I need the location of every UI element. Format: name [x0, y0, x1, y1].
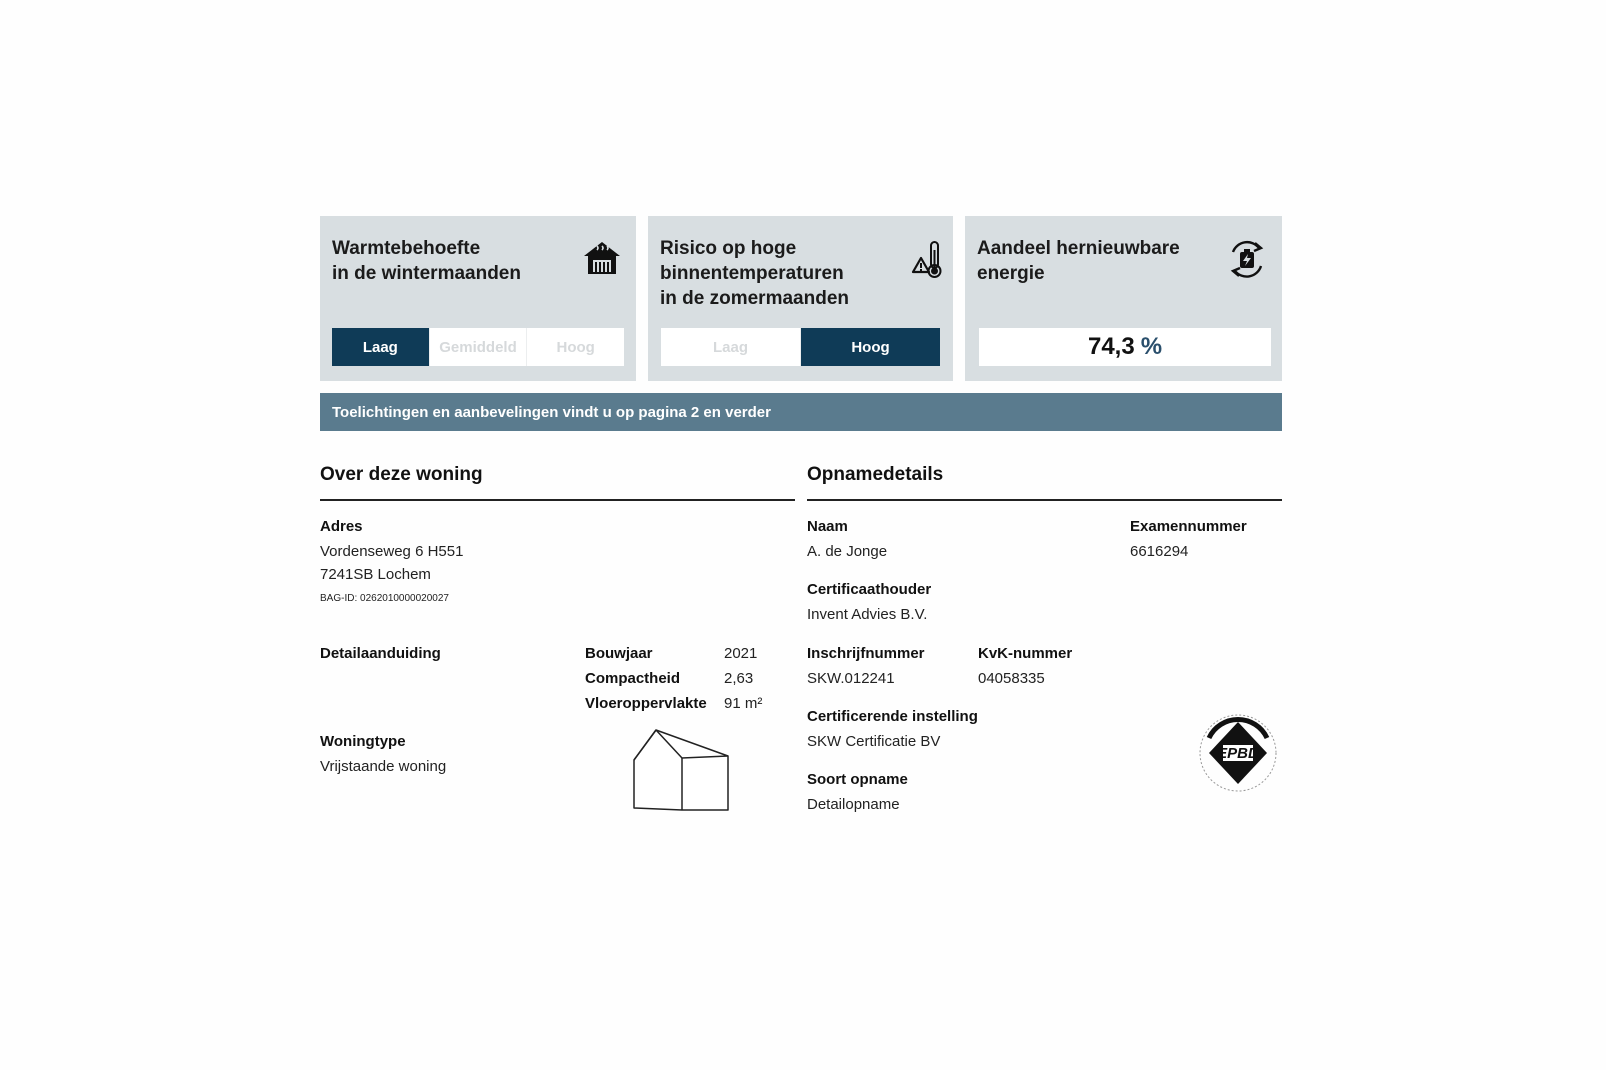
card-warmtebehoefte: [320, 216, 636, 381]
examen-value: 6616294: [1130, 543, 1189, 560]
divider: [320, 499, 795, 501]
vloer-value: 91 m²: [724, 695, 763, 712]
epbd-logo-text: EPBD: [1217, 745, 1259, 762]
bag-id: BAG-ID: 0262010000020027: [320, 593, 449, 604]
inschrijf-value: SKW.012241: [807, 670, 895, 687]
instelling-value: SKW Certificatie BV: [807, 733, 941, 750]
card-risico-binnentemperatuur: [648, 216, 953, 381]
naam-value: A. de Jonge: [807, 543, 888, 560]
kvk-label: KvK-nummer: [978, 645, 1073, 662]
instelling-label: Certificerende instelling: [807, 708, 978, 725]
woningtype-value: Vrijstaande woning: [320, 758, 447, 775]
info-banner: Toelichtingen en aanbevelingen vindt u op pagina 2 en verder: [320, 393, 1282, 431]
option-hoog: Hoog: [800, 328, 940, 366]
detached-house-icon: [632, 728, 734, 814]
renewable-share-value: [979, 328, 1271, 366]
adres-line1: Vordenseweg 6 H551: [320, 543, 464, 560]
overheating-risk-scale: [661, 328, 940, 366]
house-heating-icon: [582, 238, 622, 283]
card-title: Risico op hoge binnentemperaturen in de zomermaanden: [660, 238, 849, 309]
soort-value: Detailopname: [807, 796, 900, 813]
inschrijf-label: Inschrijfnummer: [807, 645, 925, 662]
detail-label: Detailaanduiding: [320, 645, 441, 662]
examen-label: Examennummer: [1130, 518, 1247, 535]
bouwjaar-value: 2021: [724, 645, 758, 662]
adres-label: Adres: [320, 518, 363, 535]
adres-line2: 7241SB Lochem: [320, 566, 431, 583]
percent-unit: %: [1140, 333, 1163, 360]
card-hernieuwbare-energie: [965, 216, 1282, 381]
heat-demand-scale: [332, 328, 624, 366]
compactheid-value: 2,63: [724, 670, 754, 687]
option-gemiddeld: Gemiddeld: [429, 328, 527, 366]
divider: [807, 499, 1282, 501]
card-title: Warmtebehoefte in de wintermaanden: [332, 238, 521, 284]
bouwjaar-label: Bouwjaar: [585, 645, 653, 662]
option-laag: Laag: [332, 328, 429, 366]
option-laag: Laag: [712, 338, 748, 356]
renewable-energy-icon: [1225, 238, 1269, 285]
renewable-percentage: 74,3: [1087, 333, 1135, 360]
card-title: Aandeel hernieuwbare energie: [977, 238, 1180, 284]
naam-label: Naam: [807, 518, 848, 535]
epbd-logo: [1195, 710, 1281, 796]
soort-label: Soort opname: [807, 771, 908, 788]
certificaathouder-value: Invent Advies B.V.: [807, 606, 928, 623]
section-title-opname: Opnamedetails: [807, 464, 944, 485]
thermometer-warning-icon: [910, 238, 944, 285]
kvk-value: 04058335: [978, 670, 1045, 687]
woningtype-label: Woningtype: [320, 733, 406, 750]
vloer-label: Vloeroppervlakte: [585, 695, 707, 712]
option-hoog: Hoog: [526, 328, 624, 366]
certificaathouder-label: Certificaathouder: [807, 581, 932, 598]
compactheid-label: Compactheid: [585, 670, 681, 687]
section-title-woning: Over deze woning: [320, 464, 483, 485]
